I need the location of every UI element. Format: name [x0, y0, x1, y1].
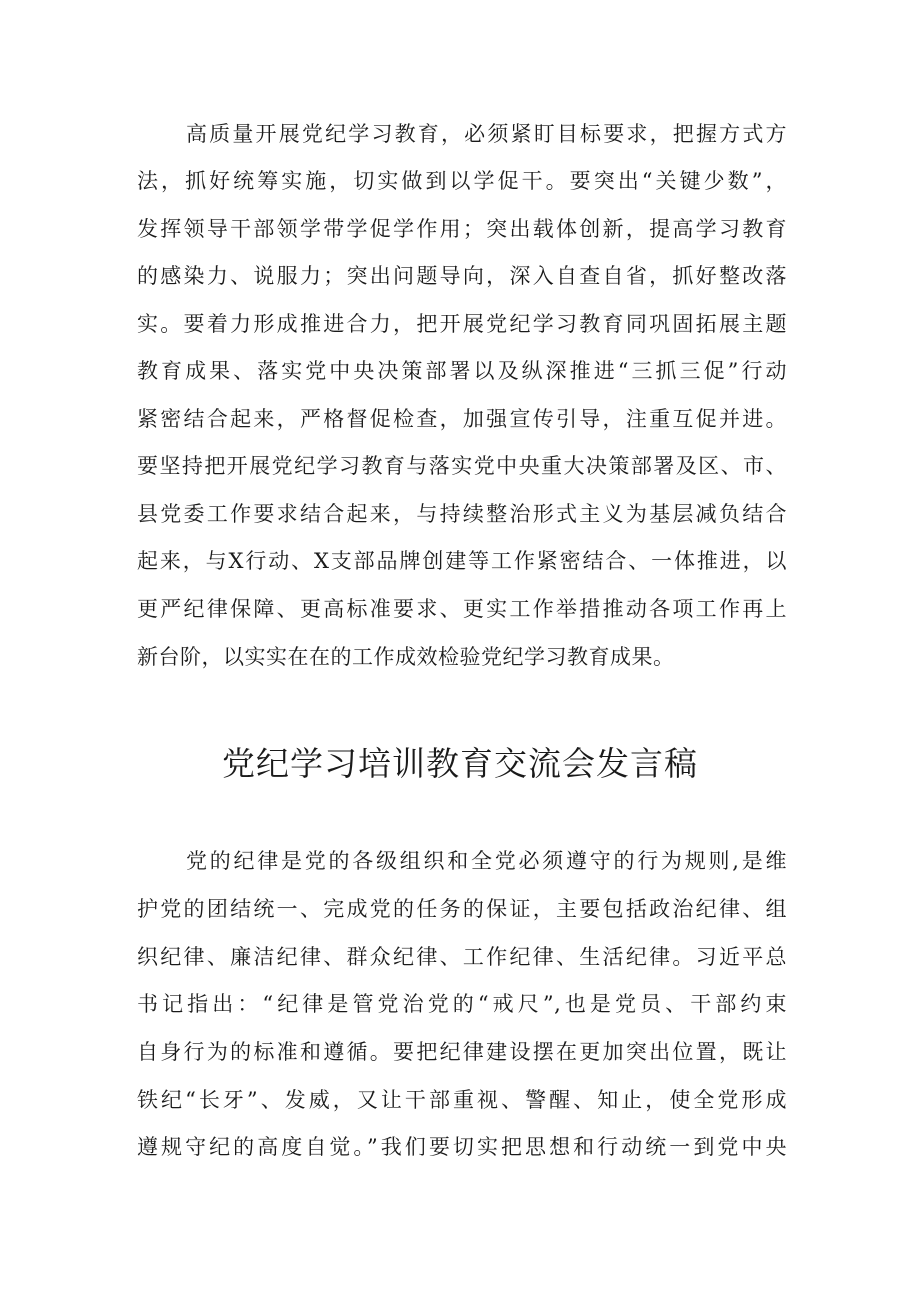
paragraph-line: 要坚持把开展党纪学习教育与落实党中央重大决策部署及区、市、: [137, 454, 787, 478]
paragraph-line: 自身行为的标准和遵循。要把纪律建设摆在更加突出位置，既让: [137, 1040, 787, 1064]
paragraph-line: 发挥领导干部领学带学促学作用；突出载体创新，提高学习教育: [137, 217, 787, 241]
paragraph-line: 织纪律、廉洁纪律、群众纪律、工作纪律、生活纪律。习近平总: [137, 945, 787, 969]
paragraph-line: 起来，与X行动、X支部品牌创建等工作紧密结合、一体推进，以: [137, 549, 787, 573]
section-title: 党纪学习培训教育交流会发言稿: [222, 744, 698, 783]
paragraph-line: 党的纪律是党的各级组织和全党必须遵守的行为规则,是维: [186, 849, 787, 873]
paragraph-line: 书记指出：“纪律是管党治党的“戒尺”,也是党员、干部约束: [137, 992, 787, 1016]
paragraph-line: 实。要着力形成推进合力，把开展党纪学习教育同巩固拓展主题: [137, 312, 787, 336]
paragraph-line: 遵规守纪的高度自觉。”我们要切实把思想和行动统一到党中央: [137, 1135, 787, 1159]
paragraph-line: 县党委工作要求结合起来，与持续整治形式主义为基层减负结合: [137, 502, 787, 526]
paragraph-line: 紧密结合起来，严格督促检查，加强宣传引导，注重互促并进。: [137, 407, 787, 431]
paragraph-line: 更严纪律保障、更高标准要求、更实工作举措推动各项工作再上: [137, 597, 787, 621]
paragraph-line: 护党的团结统一、完成党的任务的保证，主要包括政治纪律、组: [137, 897, 787, 921]
paragraph-line: 铁纪“长牙”、发威，又让干部重视、警醒、知止，使全党形成: [137, 1088, 787, 1112]
paragraph-line: 的感染力、说服力；突出问题导向，深入自查自省，抓好整改落: [137, 264, 787, 288]
paragraph-line: 高质量开展党纪学习教育，必须紧盯目标要求，把握方式方: [186, 122, 787, 146]
paragraph-line: 法，抓好统筹实施，切实做到以学促干。要突出“关键少数”，: [137, 169, 787, 193]
paragraph-line: 新台阶，以实实在在的工作成效检验党纪学习教育成果。: [137, 645, 675, 669]
paragraph-line: 教育成果、落实党中央决策部署以及纵深推进“三抓三促”行动: [137, 359, 787, 383]
